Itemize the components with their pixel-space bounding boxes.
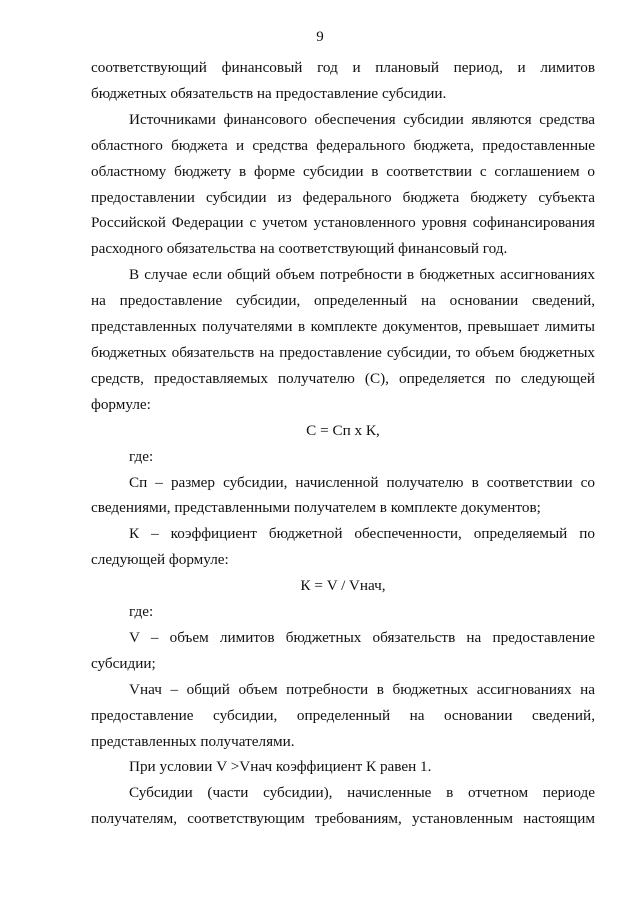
where-label: где: <box>129 603 154 621</box>
text-line: представленных получателями в комплекте документов, превышает лимиты <box>91 318 595 336</box>
text-line: расходного обязательства на соответствующий финансовый год. <box>91 240 508 258</box>
text-line: получателям, соответствующим требованиям, установленным настоящим <box>91 810 595 828</box>
paragraph-first-line: К – коэффициент бюджетной обеспеченности, определяемый по <box>129 525 595 543</box>
text-line: соответствующий финансовый год и плановый период, и лимитов <box>91 59 595 76</box>
text-line: бюджетных обязательств на предоставление субсидии, то объем бюджетных <box>91 343 595 361</box>
text-line: средств, предоставляемых получателю (С), определяется по следующей <box>91 369 595 387</box>
page-number: 9 <box>316 29 324 45</box>
text-line: сведениями, представленными получателем в комплекте документов; <box>91 499 541 517</box>
paragraph-first-line: При условии V >Vнач коэффициент К равен 1. <box>129 758 432 776</box>
formula-subsidy: С = Сп х К, <box>306 421 380 439</box>
text-line: бюджетных обязательств на предоставление субсидии. <box>91 84 447 102</box>
text-line: представленных получателями. <box>91 732 295 750</box>
paragraph-first-line: Субсидии (части субсидии), начисленные в отчетном периоде <box>129 784 595 802</box>
paragraph-first-line: V – объем лимитов бюджетных обязательств на предоставление <box>129 628 595 646</box>
text-line: предоставление субсидии, определенный на основании сведений, <box>91 706 595 724</box>
text-line: Российской Федерации с учетом установленного уровня софинансирования <box>91 214 595 232</box>
paragraph-first-line: В случае если общий объем потребности в бюджетных ассигнованиях <box>129 266 595 284</box>
paragraph-first-line: Vнач – общий объем потребности в бюджетных ассигнованиях на <box>129 680 595 698</box>
where-label: где: <box>129 447 154 465</box>
text-line: субсидии; <box>91 654 156 672</box>
formula-coefficient: К = V / Vнач, <box>300 577 386 595</box>
text-line: формуле: <box>91 395 151 413</box>
text-line: следующей формуле: <box>91 551 229 569</box>
paragraph-first-line: Источниками финансового обеспечения субсидии являются средства <box>129 110 595 128</box>
text-line: областному бюджету в форме субсидии в соответствии с соглашением о <box>91 162 595 180</box>
text-line: предоставлении субсидии из федерального бюджета бюджету субъекта <box>91 188 595 206</box>
text-line: областного бюджета и средства федерального бюджета, предоставленные <box>91 136 595 154</box>
paragraph-first-line: Сп – размер субсидии, начисленной получателю в соответствии со <box>129 473 595 491</box>
document-body <box>91 55 595 832</box>
text-line: на предоставление субсидии, определенный на основании сведений, <box>91 292 595 310</box>
